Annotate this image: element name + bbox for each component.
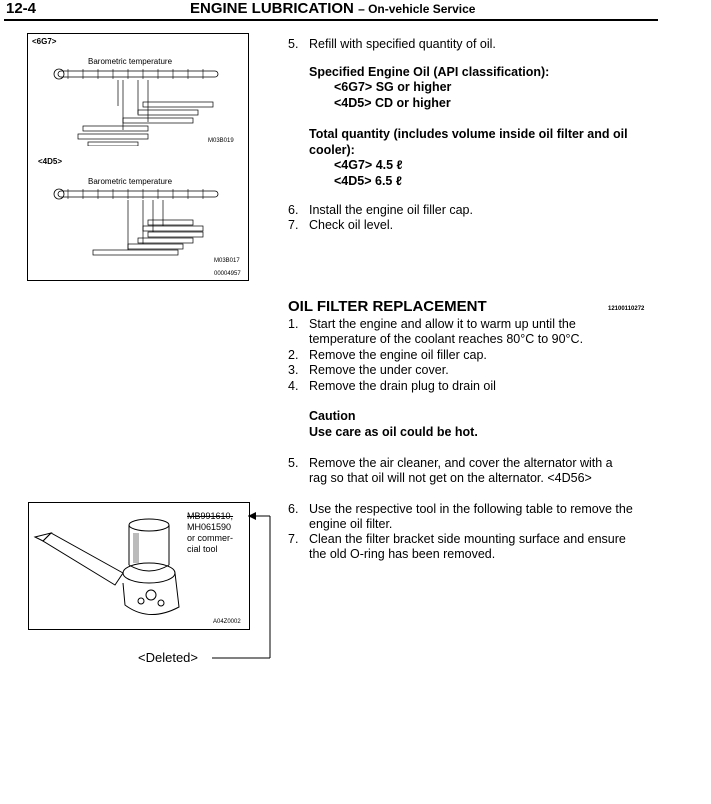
fig-code-4: A04Z0002 — [213, 619, 241, 625]
step-text-line1: Remove the under cover. — [309, 363, 449, 377]
step-text-line1: Clean the filter bracket side mounting surface and ensure — [309, 532, 626, 546]
step-number: 7. — [288, 218, 299, 232]
step-number: 3. — [288, 363, 299, 377]
arrow-head-icon — [248, 512, 256, 520]
step-number: 6. — [288, 502, 299, 516]
step-text-line1: Remove the air cleaner, and cover the alternator with a — [309, 456, 613, 470]
label-6g7: <6G7> — [32, 37, 57, 46]
spec-6g7: <6G7> SG or higher — [334, 80, 452, 94]
step-text: Check oil level. — [309, 218, 394, 232]
baro-label-2: Barometric temperature — [88, 177, 173, 186]
label-4d5: <4D5> — [38, 157, 63, 166]
page-title-sub: – On-vehicle Service — [358, 2, 476, 16]
step-number: 5. — [288, 456, 299, 470]
step-text-line1: Start the engine and allow it to warm up until the — [309, 317, 576, 331]
step-text: Install the engine oil filler cap. — [309, 203, 473, 217]
spec-heading: Specified Engine Oil (API classification): — [309, 65, 550, 79]
section-ref-code: 12100110272 — [608, 306, 645, 312]
tool-alt-2: cial tool — [187, 544, 218, 554]
tool-part-new: MH061590 — [187, 522, 232, 532]
deleted-label: <Deleted> — [138, 650, 198, 665]
fig-code-3: 00004957 — [214, 271, 241, 277]
step-text: Refill with specified quantity of oil. — [309, 37, 496, 51]
caution-text: Use care as oil could be hot. — [309, 425, 478, 439]
step-number: 6. — [288, 203, 299, 217]
fig-code-1: M03B019 — [208, 138, 234, 144]
step-text-line2: engine oil filter. — [309, 517, 393, 531]
section-title-oil-filter: OIL FILTER REPLACEMENT — [288, 298, 487, 315]
total-4g7: <4G7> 4.5 ℓ — [334, 158, 403, 172]
step-text-line1: Remove the engine oil filler cap. — [309, 348, 487, 362]
step-text-line2: rag so that oil will not get on the alternator. <4D56> — [309, 471, 592, 485]
step-number: 1. — [288, 317, 299, 331]
tool-part-struck: MB991610, — [187, 511, 234, 521]
total-heading-1: Total quantity (includes volume inside oil filter and oil — [309, 127, 628, 141]
step-number: 4. — [288, 379, 299, 393]
baro-label-1: Barometric temperature — [88, 57, 173, 66]
page-number: 12-4 — [6, 0, 37, 17]
step-text-line2: the old O-ring has been removed. — [309, 547, 496, 561]
caution-title: Caution — [309, 409, 356, 423]
tool-alt-1: or commer- — [187, 533, 234, 543]
step-number: 2. — [288, 348, 299, 362]
step-text-line1: Remove the drain plug to drain oil — [309, 379, 496, 393]
total-4d5: <4D5> 6.5 ℓ — [334, 174, 402, 188]
step-text-line1: Use the respective tool in the following table to remove the — [309, 502, 633, 516]
page-title-main: ENGINE LUBRICATION — [190, 0, 354, 17]
step-text-line2: temperature of the coolant reaches 80°C to 90°C. — [309, 332, 584, 346]
fig-code-2: M03B017 — [214, 258, 240, 264]
step-number: 5. — [288, 37, 299, 51]
step-number: 7. — [288, 532, 299, 546]
spec-4d5: <4D5> CD or higher — [334, 96, 451, 110]
total-heading-2: cooler): — [309, 143, 355, 157]
